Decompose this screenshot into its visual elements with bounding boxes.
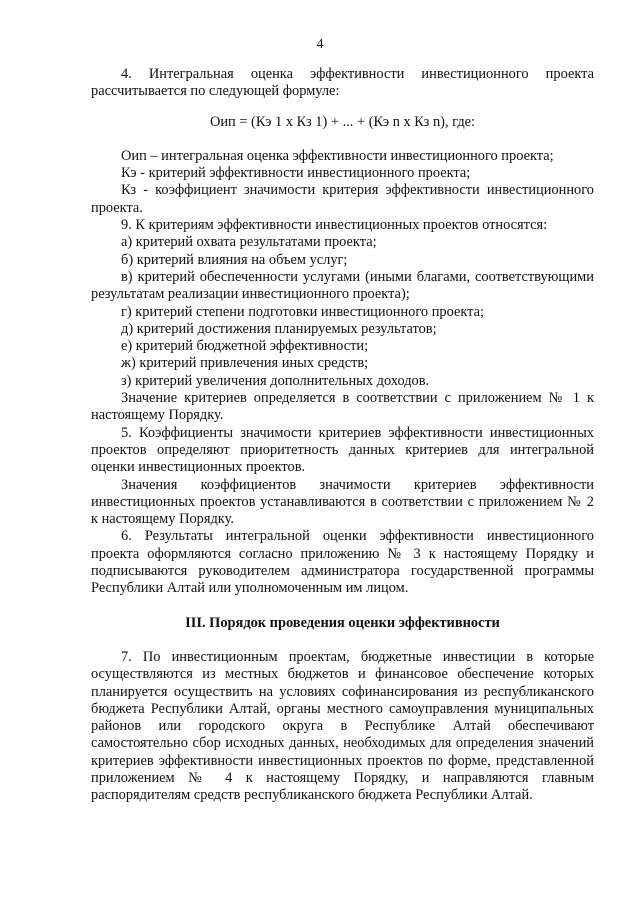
criterion-e: е) критерий бюджетной эффективности; (121, 338, 369, 355)
definition-ke: Кэ - критерий эффективности инвестиционного проекта; (121, 165, 471, 182)
criterion-v: в) критерий обеспеченности услугами (иными благами, соответствующими результатам реализации инвестиционного проекта); (91, 268, 594, 303)
definition-kz: Кз - коэффициент значимости критерия эффективности инвестиционного проекта. (91, 182, 594, 216)
paragraph-7: 7. По инвестиционным проектам, бюджетные инвестиции в которые осуществляются из местных бюджетов и финансовое обеспечение которых планируется осуществить на условиях софинансирования из республиканского бюджета Республики Алтай, органы местного самоуправления муниципальных районов или городского округа в Республике Алтай обеспечивают самостоятельно сбор исходных данных, необходимых для определения значений критериев эффективности инвестиционных проектов по форме, представленной приложением № 4 к настоящему Порядку, и направляются главным распорядителям средств республиканского бюджета Республики Алтай. (91, 648, 594, 804)
criterion-b: б) критерий влияния на объем услуг; (121, 251, 348, 268)
paragraph-4-intro: 4. Интегральная оценка эффективности инвестиционного проекта рассчитывается по следующей формуле: (91, 66, 594, 100)
page-number: 4 (316, 37, 324, 52)
criteria-values-note: Значение критериев определяется в соответствии с приложением № 1 к настоящему Порядку. (91, 390, 594, 424)
criterion-zh: ж) критерий привлечения иных средств; (121, 355, 369, 372)
paragraph-5: 5. Коэффициенты значимости критериев эффективности инвестиционных проектов определяют приоритетность данных критериев для интегральной оценки инвестиционных проектов. (91, 424, 594, 476)
definition-oip: Оип – интегральная оценка эффективности инвестиционного проекта; (121, 147, 554, 164)
coefficient-values-note: Значения коэффициентов значимости критериев эффективности инвестиционных проектов устанавливаются в соответствии с приложением № 2 к настоящему Порядку. (91, 476, 594, 528)
paragraph-6: 6. Результаты интегральной оценки эффективности инвестиционного проекта оформляются согласно приложению № 3 к настоящему Порядку и подписываются руководителем администратора государственной программы Республики Алтай или уполномоченным им лицом. (91, 528, 594, 597)
integral-formula: Оип = (Кэ 1 х Кз 1) + ... + (Кэ n х Кз n), где: (209, 113, 476, 130)
paragraph-9-intro: 9. К критериям эффективности инвестиционных проектов относятся: (121, 217, 548, 234)
document-body (91, 66, 594, 805)
section-title: III. Порядок проведения оценки эффективности (185, 614, 500, 631)
criterion-z: з) критерий увеличения дополнительных доходов. (121, 372, 430, 389)
criterion-g: г) критерий степени подготовки инвестиционного проекта; (121, 303, 485, 320)
criterion-a: а) критерий охвата результатами проекта; (121, 234, 377, 251)
criterion-d: д) критерий достижения планируемых результатов; (121, 320, 437, 337)
